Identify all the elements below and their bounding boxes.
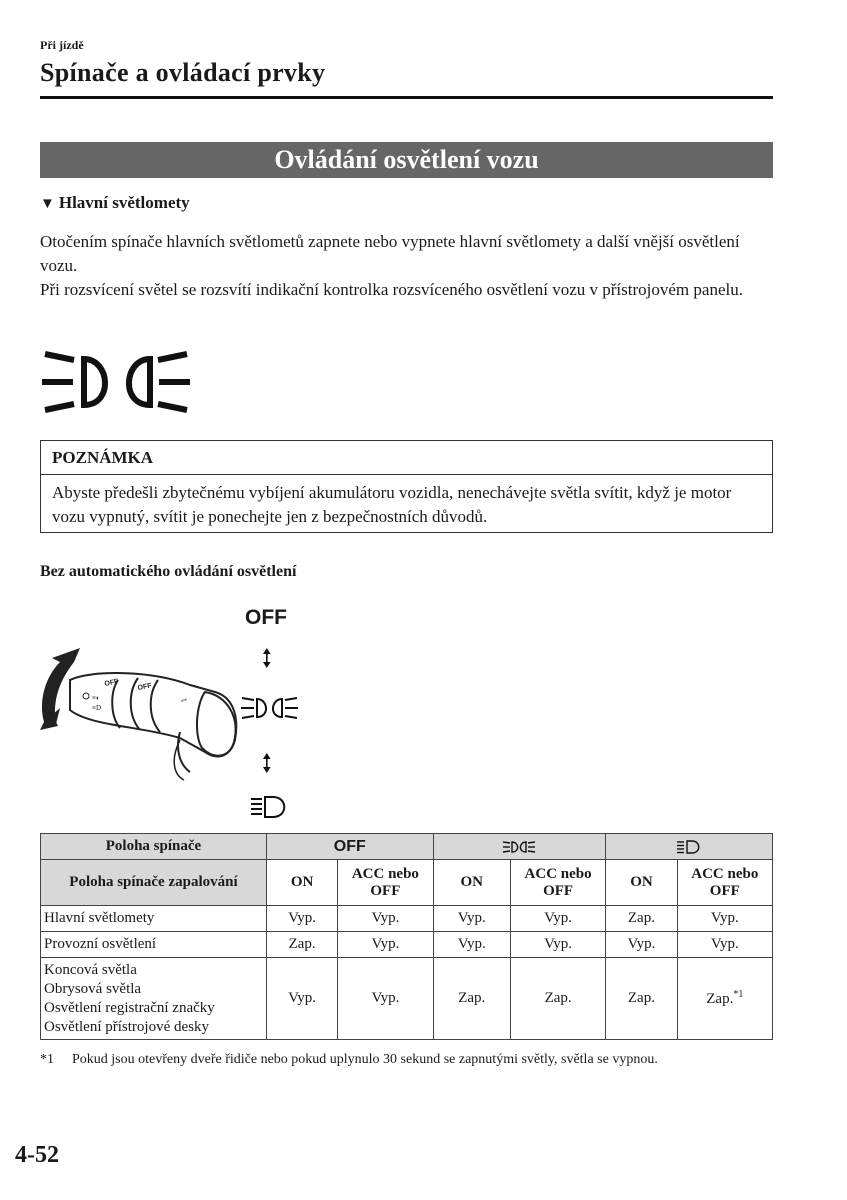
cell: Vyp. bbox=[338, 932, 433, 958]
paragraph-1: Otočením spínače hlavních světlometů zapnete nebo vypnete hlavní světlomety a další vnější osvětlení vozu. bbox=[40, 232, 740, 275]
paragraph-2: Při rozsvícení světel se rozsvítí indikační kontrolka rozsvíceného osvětlení vozu v přístrojovém panelu. bbox=[40, 280, 743, 299]
cell: Vyp. bbox=[510, 932, 605, 958]
lever-off-label-1: OFF bbox=[103, 678, 120, 688]
footnote-text: Pokud jsou otevřeny dveře řidiče nebo pokud uplynulo 30 sekund se zapnutými světly, světla se vypnou. bbox=[72, 1052, 658, 1067]
svg-text:≡◐: ≡◐ bbox=[92, 694, 101, 702]
cell: Vyp. bbox=[338, 958, 433, 1040]
banner-title: Ovládání osvětlení vozu bbox=[40, 142, 773, 178]
cell: Zap. bbox=[510, 958, 605, 1040]
cell: Zap. bbox=[606, 958, 677, 1040]
cell: Vyp. bbox=[606, 932, 677, 958]
cell: Zap. bbox=[433, 958, 510, 1040]
cell: Zap. bbox=[266, 932, 337, 958]
cell: Vyp. bbox=[677, 906, 772, 932]
row-label: Koncová světla Obrysová světla Osvětlení registrační značky Osvětlení přístrojové desky bbox=[41, 958, 267, 1040]
parking-lights-icon bbox=[502, 839, 536, 855]
position-headlight-header bbox=[606, 834, 773, 860]
table-row bbox=[41, 906, 773, 932]
footnote-ref: *1 bbox=[733, 989, 744, 1000]
section-title: Spínače a ovládací prvky bbox=[40, 58, 326, 87]
position-parking-header bbox=[433, 834, 606, 860]
switch-position-label: Poloha spínače bbox=[41, 834, 267, 860]
note-heading: POZNÁMKA bbox=[41, 441, 772, 475]
note-body: Abyste předešli zbytečnému vybíjení akumulátoru vozidla, nenechávejte světla svítit, když je motor vozu vypnutý, svítit je ponechejte jen z bezpečnostních důvodů. bbox=[52, 483, 732, 526]
off-position-label: OFF bbox=[245, 606, 287, 629]
up-down-arrow-icon bbox=[263, 753, 271, 773]
ignition-on-col3: ON bbox=[606, 860, 677, 906]
ignition-on-col2: ON bbox=[433, 860, 510, 906]
position-off-header: OFF bbox=[266, 834, 433, 860]
up-down-arrow-icon bbox=[263, 648, 271, 668]
title-divider bbox=[40, 96, 773, 99]
cell: Vyp. bbox=[338, 906, 433, 932]
headlight-indicator-icon bbox=[40, 346, 192, 418]
ignition-acc-col2: ACC nebo OFF bbox=[510, 860, 605, 906]
table-row bbox=[41, 932, 773, 958]
subtitle-no-auto: Bez automatického ovládání osvětlení bbox=[40, 563, 297, 580]
cell bbox=[677, 958, 772, 1040]
cell: Zap. bbox=[606, 906, 677, 932]
note-box bbox=[40, 440, 773, 533]
lighting-table bbox=[40, 833, 773, 1040]
ignition-position-label: Poloha spínače zapalování bbox=[41, 860, 267, 906]
row-label: Hlavní světlomety bbox=[41, 906, 267, 932]
cell: Vyp. bbox=[266, 906, 337, 932]
cell: Vyp. bbox=[510, 906, 605, 932]
parking-lights-icon bbox=[241, 698, 298, 718]
ignition-acc-col1: ACC nebo OFF bbox=[338, 860, 433, 906]
cell: Vyp. bbox=[266, 958, 337, 1040]
table-row bbox=[41, 958, 773, 1040]
svg-text:≡D: ≡D bbox=[92, 704, 102, 712]
cell-value: Zap. bbox=[706, 991, 734, 1007]
headlights-icon bbox=[676, 839, 702, 855]
svg-text:⇔: ⇔ bbox=[177, 693, 191, 707]
subheading bbox=[40, 193, 190, 213]
subheading-text: Hlavní světlomety bbox=[58, 193, 190, 212]
breadcrumb: Při jízdě bbox=[40, 38, 84, 52]
cell: Vyp. bbox=[433, 906, 510, 932]
footnote bbox=[40, 1052, 658, 1068]
cell: Vyp. bbox=[433, 932, 510, 958]
lever-off-label-2: OFF bbox=[137, 682, 153, 692]
cell: Vyp. bbox=[677, 932, 772, 958]
page-number: 4-52 bbox=[15, 1142, 59, 1168]
ignition-on-col1: ON bbox=[266, 860, 337, 906]
ignition-acc-col3: ACC nebo OFF bbox=[677, 860, 772, 906]
headlights-icon bbox=[251, 797, 284, 817]
triangle-bullet-icon: ▼ bbox=[40, 196, 55, 212]
footnote-marker: *1 bbox=[40, 1052, 54, 1067]
row-label: Provozní osvětlení bbox=[41, 932, 267, 958]
lighting-switch-illustration bbox=[30, 640, 310, 830]
